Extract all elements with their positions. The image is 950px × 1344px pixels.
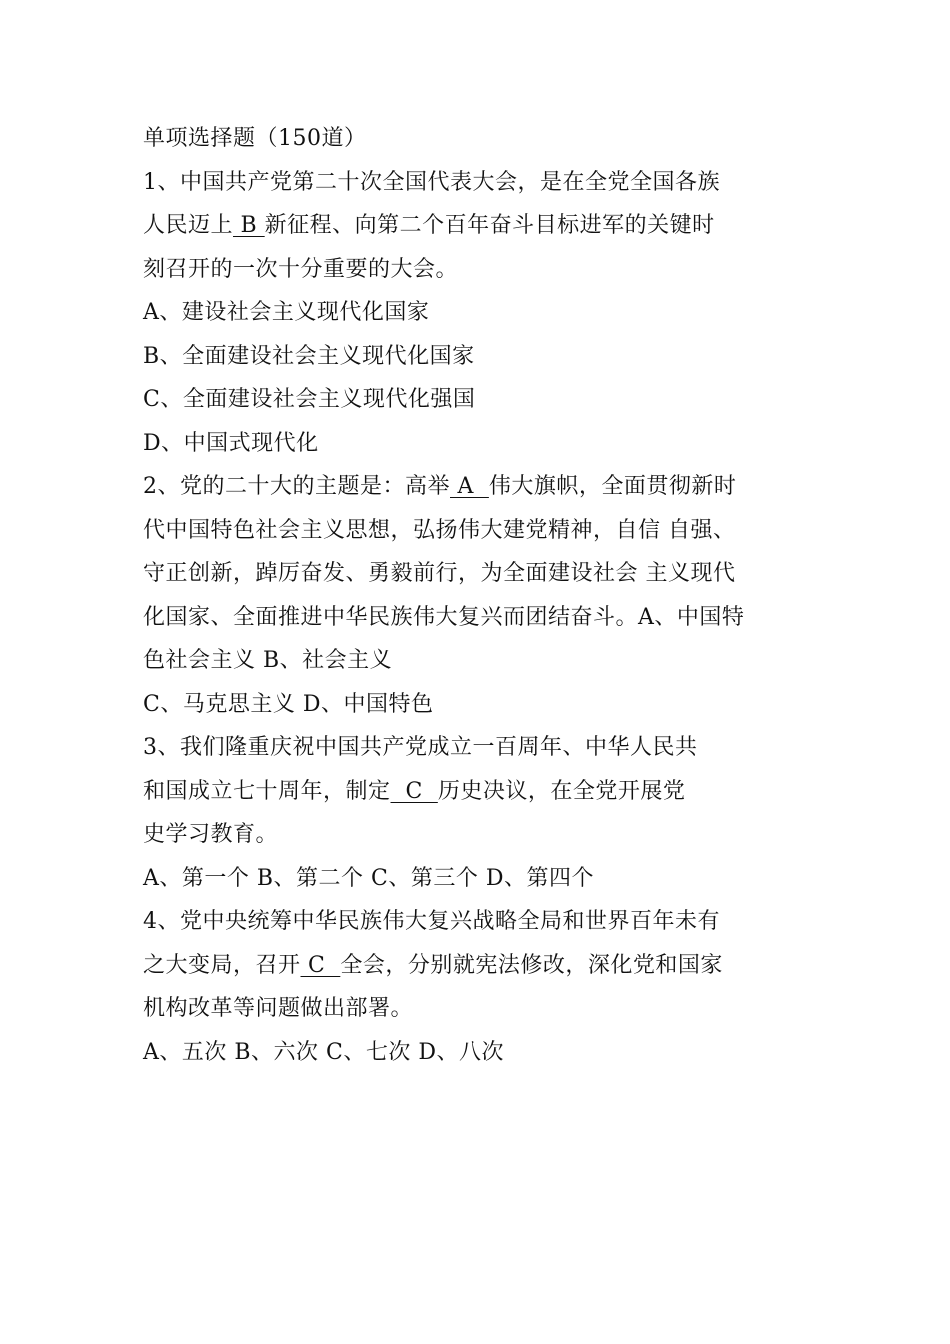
question-1 [143, 161, 823, 466]
answer-blank: C [300, 952, 341, 978]
answer-blank: C [390, 778, 438, 804]
question-line: 守正创新，踔厉奋发、勇毅前行，为全面建设社会 主义现代 [143, 561, 736, 586]
question-line: 之大变局，召开 C 全会，分别就宪法修改，深化党和国家 [143, 952, 723, 978]
question-line: 2、党的二十大的主题是：高举 A 伟大旗帜，全面贯彻新时 [143, 474, 737, 499]
question-line: 人民迈上 B 新征程、向第二个百年奋斗目标进军的关键时 [143, 213, 715, 238]
answer-blank: B [233, 213, 265, 238]
option-line: 色社会主义 B、社会主义 [143, 648, 393, 673]
option-line: C、全面建设社会主义现代化强国 [143, 387, 476, 412]
question-line: 3、我们隆重庆祝中国共产党成立一百周年、中华人民共 [143, 735, 698, 760]
question-4 [143, 900, 823, 1074]
question-line: 和国成立七十周年，制定 C 历史决议，在全党开展党 [143, 778, 686, 804]
question-line: 机构改革等问题做出部署。 [143, 996, 414, 1021]
option-line: B、全面建设社会主义现代化国家 [143, 343, 475, 369]
section-heading: 单项选择题（150道） [143, 126, 367, 151]
option-line: A、建设社会主义现代化国家 [143, 300, 430, 325]
option-line: A、五次 B、六次 C、七次 D、八次 [143, 1039, 505, 1065]
question-line: 化国家、全面推进中华民族伟大复兴而团结奋斗。A、中国特 [143, 604, 745, 630]
document-body [143, 117, 823, 1074]
question-line: 代中国特色社会主义思想，弘扬伟大建党精神，自信 自强、 [143, 517, 736, 543]
question-3 [143, 726, 823, 900]
answer-blank: A [450, 474, 489, 499]
question-line: 1、中国共产党第二十次全国代表大会，是在全党全国各族 [143, 169, 720, 195]
option-line: D、中国式现代化 [143, 430, 319, 456]
question-line: 刻召开的一次十分重要的大会。 [143, 256, 459, 282]
option-line: C、马克思主义 D、中国特色 [143, 691, 434, 717]
question-line: 史学习教育。 [143, 822, 279, 847]
option-line: A、第一个 B、第二个 C、第三个 D、第四个 [143, 865, 595, 891]
question-line: 4、党中央统筹中华民族伟大复兴战略全局和世界百年未有 [143, 909, 720, 934]
question-2 [143, 465, 823, 726]
